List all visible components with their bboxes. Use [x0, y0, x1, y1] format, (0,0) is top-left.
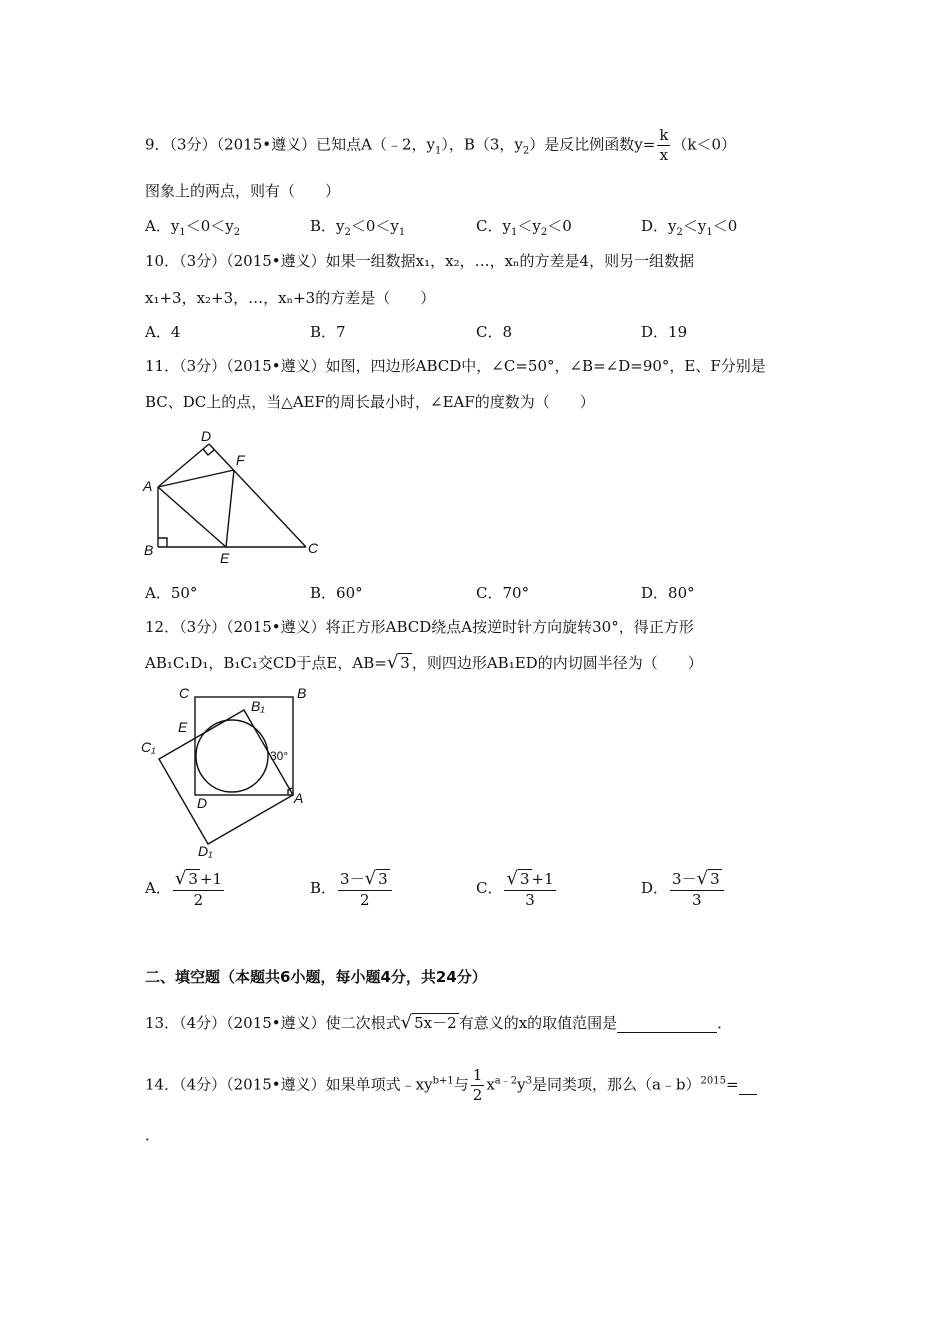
q13-sqrt-body: 5x－2: [414, 1014, 457, 1032]
q14-end: ．: [145, 1126, 161, 1144]
q14-stem: 14．（4分）（2015•遵义）如果单项式$﹣xy^{b+1}$与 $\frac{1}{2}$ $x^{a﹣2}y^3$是同类项，那么（a﹣b）$^{2015}$=: [145, 1068, 757, 1103]
q12-label-d: D: [197, 795, 208, 811]
q9-frac-den: x: [659, 146, 669, 164]
q12-label-angle: 30°: [270, 749, 289, 763]
q12-label-c: C: [179, 685, 190, 701]
q11-label-b: B: [144, 542, 154, 558]
q12-option-b[interactable]: B． $\frac{3-√ 3}{2}$: [310, 870, 394, 908]
q11-segment-ef: [226, 470, 234, 547]
q12-stem-line1: 12．（3分）（2015•遵义）将正方形ABCD绕点A按逆时针方向旋转30°，得正方形: [145, 618, 694, 636]
q13-text-b: 有意义的x的取值范围是: [458, 1014, 618, 1032]
q11-edge-da: [158, 444, 209, 487]
q9-option-b[interactable]: B．$y_2<0<y_1$: [310, 217, 406, 238]
q12-option-a[interactable]: A． $\frac{√ 3 +1}{2}$: [145, 868, 222, 909]
q10-option-c[interactable]: C．8: [476, 323, 513, 341]
q10-stem-line2: x₁+3，x₂+3，…，xₙ+3的方差是（ ）: [145, 289, 436, 307]
q12-label-c1: C₁: [141, 739, 156, 755]
q12-square-abcd: [195, 697, 293, 795]
q14-sup-2015: 2015: [700, 1075, 726, 1087]
q12-figure: [138, 682, 328, 860]
q11-segment-ae: [158, 487, 226, 547]
q9-option-d[interactable]: D．$y_2<y_1<0$: [641, 217, 738, 238]
q14-text-b: 与: [453, 1075, 469, 1094]
q11-figure: [140, 425, 330, 570]
q13-end: ．: [717, 1014, 733, 1032]
q13-sqrt: √ 5x－2: [400, 1012, 457, 1033]
q12-sqrt: √ 3: [386, 652, 410, 673]
q12-incircle: [196, 720, 268, 792]
q12-option-a-frac: $\frac{√ 3 +1}{2}$: [174, 868, 222, 909]
q12-label-d1: D₁: [198, 843, 213, 859]
q9-fraction: [657, 128, 670, 163]
q11-label-a: A: [143, 478, 153, 494]
q14-fraction: $\frac{1}{2}$: [472, 1066, 483, 1104]
q14-sup-b1: b+1: [432, 1075, 454, 1087]
q9-frac-num: k: [659, 126, 669, 144]
q12-label-b1: B₁: [251, 698, 265, 714]
q12-label-e: E: [178, 719, 188, 735]
q11-label-f: F: [236, 452, 245, 468]
q10-stem-line1: 10．（3分）（2015•遵义）如果一组数据x₁，x₂，…，xₙ的方差是4，则另一组数据: [145, 252, 695, 270]
q12-stem-line2: [145, 652, 703, 673]
q9-text-b: ），B（3，y: [441, 135, 523, 154]
q11-option-a[interactable]: A．50°: [145, 584, 198, 602]
q11-stem-line1: 11．（3分）（2015•遵义）如图，四边形ABCD中，∠C=50°，∠B=∠D=90°，E、F分别是: [145, 357, 766, 375]
q12-option-d[interactable]: D． $\frac{3-√ 3}{3}$: [641, 870, 726, 908]
q11-right-angle-d: [203, 449, 214, 455]
q12-option-b-frac: $\frac{3-√ 3}{2}$: [338, 870, 392, 908]
q14-text-c: 是同类项，那么（a﹣b）: [531, 1075, 701, 1094]
q11-label-d: D: [201, 428, 212, 444]
q11-label-c: C: [308, 540, 319, 556]
q12-label-b: B: [297, 685, 307, 701]
q12-option-d-frac: $\frac{3-√ 3}{3}$: [670, 870, 724, 908]
q12-sqrt-body: 3: [400, 654, 410, 672]
q9-option-a[interactable]: A．$y_1<0<y_2$: [145, 217, 241, 238]
q10-option-a[interactable]: A．4: [145, 323, 181, 341]
q13-answer-blank[interactable]: [617, 1014, 717, 1033]
q9-option-c[interactable]: C．$y_1<y_2<0$: [476, 217, 572, 238]
q14-sup-3: 3: [525, 1075, 532, 1087]
q12-text-b: ，则四边形AB₁ED的内切圆半径为（ ）: [411, 654, 703, 672]
q11-stem-line2: BC、DC上的点，当△AEF的周长最小时，∠EAF的度数为（ ）: [145, 393, 595, 411]
q14-sup-a2: a﹣2: [494, 1075, 518, 1087]
q11-option-d[interactable]: D．80°: [641, 584, 695, 602]
q10-option-b[interactable]: B．7: [310, 323, 346, 341]
q12-text-a: AB₁C₁D₁，B₁C₁交CD于点E，AB=: [145, 654, 387, 672]
q9-text-c: ）是反比例函数y=: [529, 135, 656, 154]
q11-label-e: E: [220, 550, 230, 566]
q11-option-c[interactable]: C．70°: [476, 584, 530, 602]
q10-option-d[interactable]: D．19: [641, 323, 688, 341]
q12-label-a: A: [294, 790, 304, 806]
q12-option-c[interactable]: C． $\frac{√ 3 +1}{3}$: [476, 868, 554, 909]
q13-text-a: 13．（4分）（2015•遵义）使二次根式: [145, 1014, 401, 1032]
q14-text-d: =: [725, 1075, 739, 1094]
q11-right-angle-b: [158, 538, 167, 547]
q13-stem: [145, 1012, 732, 1033]
q12-option-c-frac: $\frac{√ 3 +1}{3}$: [506, 868, 554, 909]
q14-answer-blank[interactable]: [739, 1076, 757, 1095]
q9-stem-line2: 图象上的两点，则有（ ）: [145, 182, 341, 200]
q9-text-d: （k＜0）: [672, 135, 737, 154]
q11-segment-af: [158, 470, 234, 487]
q9-stem-line1: 9．（3分）（2015•遵义）已知点A（﹣2，$y_1$），B（3，$y_2$）是反比例函数y= $\frac{k}{x}$ （k＜0）: [145, 126, 737, 164]
q14-text-a: 14．（4分）（2015•遵义）如果单项式﹣xy: [145, 1075, 433, 1094]
q11-edge-cd: [209, 444, 306, 547]
q11-option-b[interactable]: B．60°: [310, 584, 363, 602]
q9-text-a: 9．（3分）（2015•遵义）已知点A（﹣2，y: [145, 135, 435, 154]
section2-heading: 二、填空题（本题共6小题，每小题4分，共24分）: [145, 968, 487, 986]
